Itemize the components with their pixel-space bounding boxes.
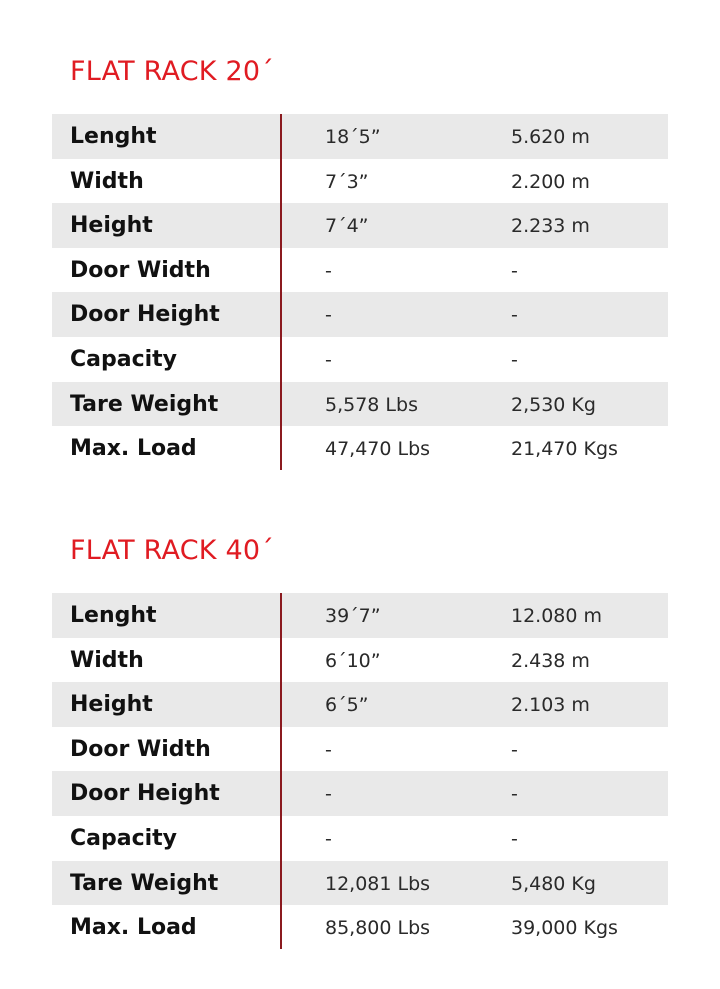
imperial-value: 6´5” [325,694,369,717]
imperial-value: - [325,738,332,761]
imperial-value: - [325,827,332,850]
metric-value: - [511,827,518,850]
imperial-value: 47,470 Lbs [325,438,431,461]
row-label: Door Width [70,736,211,762]
table-row [52,593,668,638]
imperial-value: - [325,304,332,327]
table-row [52,382,668,427]
metric-value: - [511,738,518,761]
row-label: Max. Load [70,436,197,462]
row-label: Height [70,213,153,239]
imperial-value: 7´4” [325,215,369,238]
metric-value: - [511,304,518,327]
table-row [52,816,668,861]
column-divider [280,593,282,949]
table-row [52,771,668,816]
row-label: Door Height [70,302,220,328]
imperial-value: - [325,348,332,371]
table-row [52,905,668,950]
metric-value: - [511,348,518,371]
table-row [52,114,668,159]
row-label: Tare Weight [70,391,219,417]
imperial-value: 5,578 Lbs [325,393,418,416]
table-row [52,682,668,727]
imperial-value: - [325,259,332,282]
table-row [52,203,668,248]
row-label: Tare Weight [70,870,219,896]
row-label: Lenght [70,124,157,149]
metric-value: - [511,783,518,806]
metric-value: 12.080 m [511,605,603,627]
table-row [52,337,668,382]
metric-value: 21,470 Kgs [511,438,618,461]
row-label: Capacity [70,346,178,372]
imperial-value: 85,800 Lbs [325,917,431,940]
metric-value: 39,000 Kgs [511,917,618,940]
metric-value: 2.233 m [511,215,590,238]
spec-table [52,114,668,471]
metric-value: 2.103 m [511,694,590,717]
row-label: Width [70,168,144,194]
metric-value: 5.620 m [511,126,590,148]
row-label: Width [70,647,144,673]
row-label: Door Width [70,257,211,283]
table-row [52,426,668,471]
row-label: Door Height [70,781,220,807]
spec-table [52,593,668,950]
metric-value: 2,530 Kg [511,393,596,416]
row-label: Height [70,692,153,718]
imperial-value: 18´5” [325,126,381,148]
metric-value: 5,480 Kg [511,872,596,895]
metric-value: 2.200 m [511,170,590,193]
table-row [52,159,668,204]
imperial-value: 39´7” [325,605,381,627]
row-label: Lenght [70,603,157,628]
imperial-value: 7´3” [325,170,369,193]
imperial-value: 6´10” [325,649,381,672]
table-row [52,248,668,293]
row-label: Capacity [70,825,178,851]
table-row [52,727,668,772]
table-row [52,292,668,337]
imperial-value: 12,081 Lbs [325,872,431,895]
metric-value: - [511,259,518,282]
row-label: Max. Load [70,915,197,941]
metric-value: 2.438 m [511,649,590,672]
column-divider [280,114,282,470]
section-title: FLAT RACK 40´ [70,535,274,566]
table-row [52,861,668,906]
section-title: FLAT RACK 20´ [70,56,274,87]
table-row [52,638,668,683]
imperial-value: - [325,783,332,806]
